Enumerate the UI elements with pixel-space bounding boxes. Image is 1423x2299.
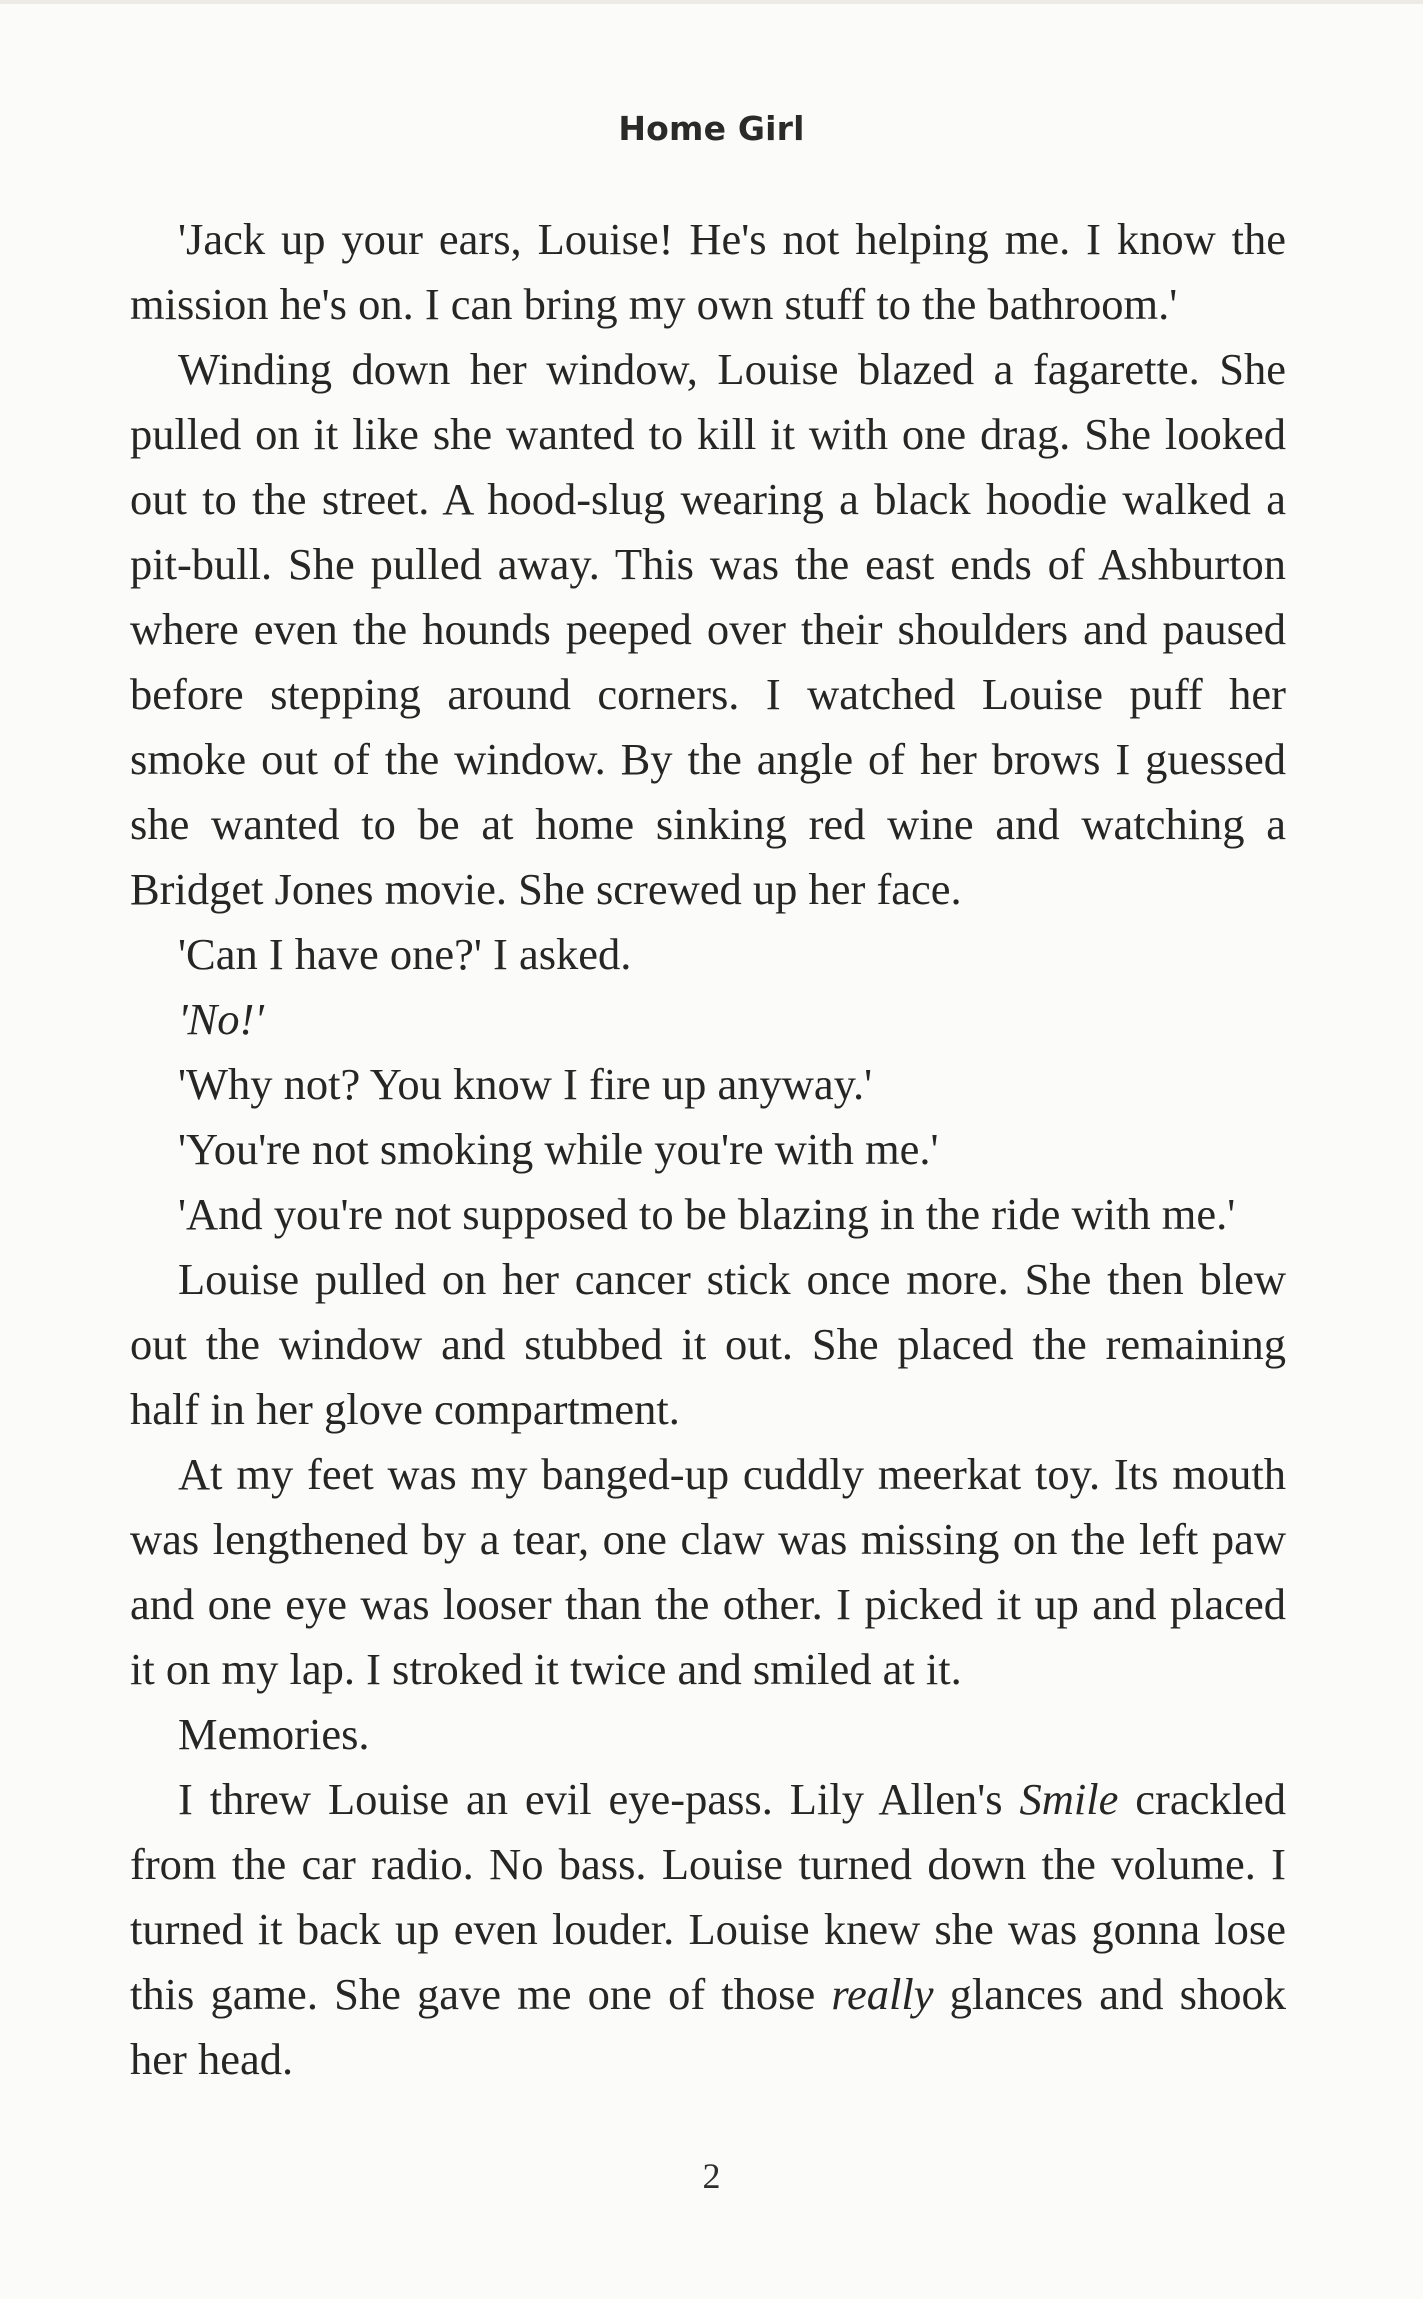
scan-edge	[0, 0, 1423, 4]
paragraph: Winding down her window, Louise blazed a fagarette. She pulled on it like she wanted to kill it with one drag. She looked out to the street. A hood-slug wearing a black hoodie walked a pit-bull. She pulled away. This was the east ends of Ashburton where even the hounds peeped over their shoulders and paused before stepping around corners. I watched Louise puff her smoke out of the window. By the angle of her brows I guessed she wanted to be at home sinking red wine and watching a Bridget Jones movie. She screwed up her face.	[130, 344, 1286, 914]
text-run: glances and shook her head.	[130, 1969, 1286, 2084]
text-run: I threw Louise an evil eye-pass. Lily Allen's	[178, 1774, 1020, 1824]
paragraph: Louise pulled on her cancer stick once more. She then blew out the window and stubbed it out. She placed the remaining half in her glove compartment.	[130, 1254, 1286, 1434]
body-text	[130, 207, 1286, 2092]
paragraph: 'You're not smoking while you're with me.'	[178, 1124, 939, 1174]
paragraph: 'Why not? You know I fire up anyway.'	[178, 1059, 873, 1109]
paragraph: At my feet was my banged-up cuddly meerkat toy. Its mouth was lengthened by a tear, one claw was missing on the left paw and one eye was looser than the other. I picked it up and placed it on my lap. I stroked it twice and smiled at it.	[130, 1449, 1286, 1694]
paragraph: 'Jack up your ears, Louise! He's not helping me. I know the mission he's on. I can bring my own stuff to the bathroom.'	[130, 214, 1286, 329]
italic-text: 'No!'	[178, 994, 264, 1044]
paragraph: 'Can I have one?' I asked.	[178, 929, 632, 979]
paragraph: 'And you're not supposed to be blazing in the ride with me.'	[178, 1189, 1236, 1239]
page-number: 2	[702, 2156, 721, 2196]
text-run: crackled from the car radio. No bass. Louise turned down the volume. I turned it back up even louder. Louise knew she was gonna lose this game. She gave me one of those	[130, 1774, 1286, 2019]
paragraph: Memories.	[178, 1709, 370, 1759]
paragraph	[130, 1767, 1286, 2092]
paragraph	[130, 987, 1286, 1052]
italic-text: Smile	[1019, 1774, 1119, 1824]
running-header: Home Girl	[618, 109, 805, 148]
italic-text: really	[831, 1969, 934, 2019]
